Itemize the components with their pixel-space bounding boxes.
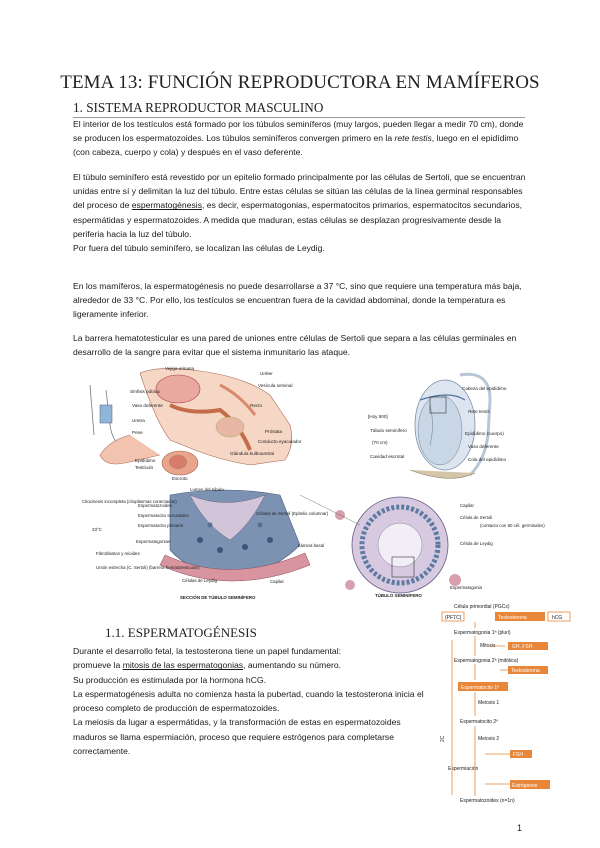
diagram-meiosis1: Meiosis 1 <box>478 700 500 706</box>
label-union: Unión estrecha (C. Sertoli) (barrera hematotesticular) <box>96 565 200 570</box>
paragraph-2-text-b: , es decir, espermatogonias, espermatocitos primarios, espermatocitos secundarios, espermátidas y espermatozoides. A medida que maduran, estas células se desplazan progresivamente desde la periferia hacia la luz del túbulo. <box>73 200 523 239</box>
label-leydig2: Célula de Leydig <box>460 541 493 546</box>
label-pene: Pene <box>132 430 143 435</box>
diagram-gh: GH, FSH <box>512 644 533 650</box>
label-conducto: Conducto eyaculador <box>258 439 302 444</box>
label-contacto: (contacto con 50 cél. germinales) <box>480 523 545 528</box>
diagram-esp1: Espermatogonia 1ª (pluri) <box>454 630 511 636</box>
paragraph-2 <box>73 170 529 255</box>
label-capilar: Capilar <box>270 579 284 584</box>
label-hoy: [Hoy 500] <box>368 414 388 419</box>
label-vaso: Vaso deferente <box>132 403 163 408</box>
diagram-estrogenos: Estrógenos <box>512 783 538 789</box>
diagram-pgc: (PFTC) <box>445 615 462 621</box>
label-glandula: Glándula bulbouretral <box>230 451 274 456</box>
label-vaso2: Vaso deferente <box>468 444 499 449</box>
diagram-fsh: FSH <box>513 752 523 758</box>
diagram-hcg: hCG <box>552 615 563 621</box>
label-prostata: Próstata <box>265 429 283 434</box>
label-vesicula: Vesícula seminal <box>258 383 293 388</box>
line-3: Su producción es estimulada por la hormona hCG. <box>73 674 266 685</box>
label-seccion: SECCIÓN DE TÚBULO SEMINÍFERO <box>180 595 256 600</box>
diagram-row1: Célula primordial (PGCs) <box>454 604 510 610</box>
label-sinfisis: Sínfisis púbica <box>130 389 160 394</box>
label-celsert2: Célula de Sertoli <box>460 515 493 520</box>
label-espgonias: Espermatogonias <box>136 539 171 544</box>
diagram-meiosis2: Meiosis 2 <box>478 736 500 742</box>
diagram-espc2: Espermatocito 2º <box>460 719 498 725</box>
label-espcito2: Espermatocito secundario <box>138 513 189 518</box>
diagram-axis: 2C <box>440 735 446 742</box>
section-heading-1: 1. SISTEMA REPRODUCTOR MASCULINO <box>73 100 525 118</box>
line-2-underline: mitosis de las espermatogonias <box>122 660 244 671</box>
line-5: La meiosis da lugar a espermátidas, y la transformación de estas en espermatozoides maduros se llama espermiación, proceso que requiere estrógenos para completarse correctamente. <box>73 717 401 757</box>
diagram-esp2: Espermatogonia 2ª (mitótica) <box>454 658 519 664</box>
label-lumen: Lumen del túbulo <box>190 487 224 492</box>
label-cola: Cola del epidídimo <box>468 457 507 462</box>
label-ureter: Uréter <box>260 371 273 376</box>
diagram-final: Espermatozoides (n=1n) <box>460 798 515 804</box>
label-escroto: Escroto <box>172 476 188 481</box>
label-uretra: Uretra <box>132 418 145 423</box>
label-cavidad: Cavidad escrotal <box>370 454 405 459</box>
label-tubulo-cm: (70 cm) <box>372 440 388 445</box>
diagram-testo2: Testosterona <box>511 668 540 674</box>
label-cabeza: Cabeza del epidídimo <box>462 386 507 391</box>
spermatogenesis-paragraph <box>73 644 433 758</box>
label-espcito1: Espermatocito primario <box>138 523 184 528</box>
paragraph-1 <box>73 117 529 160</box>
paragraph-2-text-c: Por fuera del túbulo seminífero, se localizan las células de Leydig. <box>73 243 325 254</box>
label-vejiga: Vejiga urinaria <box>165 366 195 371</box>
diagram-mitosis: Mitosis <box>480 643 496 649</box>
label-recto: Recto <box>250 403 263 408</box>
line-4: La espermatogénesis adulta no comienza hasta la pubertad, cuando la testosterona inicia el proceso completo de producción de espermatozoides. <box>73 688 424 714</box>
label-clinesis: Citocinesis incompleta (citoplasmas conectados) <box>82 499 177 504</box>
diagram-espermiacion: Espermiación <box>448 766 479 772</box>
diagram-espc1: Espermatocito 1º <box>461 685 499 691</box>
label-celsertoli: Células de Sertoli (Epitelio columnar) <box>256 511 329 516</box>
page-title: TEMA 13: FUNCIÓN REPRODUCTORA EN MAMÍFEROS <box>60 72 540 93</box>
label-espzoides: Espermatozoides <box>138 503 172 508</box>
label-leydig: Células de Leydig <box>182 578 217 583</box>
label-epid-cuerpo: Epidídimo (cuerpo) <box>465 431 504 436</box>
label-capilar2: Capilar <box>460 503 474 508</box>
paragraph-1-text-b: , luego en el epidídimo (con cabeza, cuerpo y cola) y después en el vaso deferente. <box>73 133 519 158</box>
paragraph-3: En los mamíferos, la espermatogénesis no puede desarrollarse a 37 °C, sino que requiere una temperatura más baja, alrededor de 33 °C. Por ello, los testículos se encuentran fuera de la cavidad abdominal, donde la temperatura es ligeramente inferior. <box>73 281 522 320</box>
diagram-testo: Testosterona <box>498 615 527 621</box>
label-rete: Rete testis <box>468 409 490 414</box>
line-1: Durante el desarrollo fetal, la testosterona tiene un papel fundamental: <box>73 646 342 656</box>
paragraph-1-emphasis: rete testis <box>394 133 432 144</box>
label-espgonia: Espermatogonia <box>450 585 482 590</box>
line-2a: promueve la <box>73 660 123 671</box>
paragraph-4: La barrera hematotesticular es una pared de uniones entre células de Sertoli que separa a las células germinales en desarrollo de la sangre para evitar que el sistema inmunitario las ataque. <box>73 333 517 358</box>
paragraph-2-text-a: El túbulo seminífero está revestido por un epitelio formado principalmente por las células de Sertoli, que se encuentran unidas entre sí y delimitan la luz del túbulo. Entre estas células se sitúan las células de la línea germinal responsables del proceso de <box>73 172 526 211</box>
page-number: 1 <box>517 823 523 833</box>
spermatogenesis-diagram <box>440 600 572 825</box>
label-temp: 33°C <box>92 527 102 532</box>
paragraph-1-text-a: El interior de los testículos está formado por los túbulos seminíferos (muy largos, pueden llegar a medir 70 cm), donde se producen los espermatozoides. Los túbulos seminíferos convergen primero en la <box>73 119 524 144</box>
label-testiculo: Testículo <box>135 465 154 470</box>
anatomy-figure <box>70 365 545 603</box>
line-2b: , aumentando su número. <box>243 660 341 671</box>
label-fibro: Fibroblastos y mioides <box>96 551 140 556</box>
label-epididimo: Epidídimo <box>135 458 156 463</box>
label-tubulo: Túbulo seminífero <box>370 428 407 433</box>
label-lamina: Lámina basal <box>298 543 325 548</box>
paragraph-2-underline: espermatogénesis <box>131 200 202 211</box>
label-tubulo-sem: TÚBULO SEMINÍFERO <box>375 593 422 598</box>
section-heading-2: 1.1. ESPERMATOGÉNESIS <box>105 625 257 640</box>
